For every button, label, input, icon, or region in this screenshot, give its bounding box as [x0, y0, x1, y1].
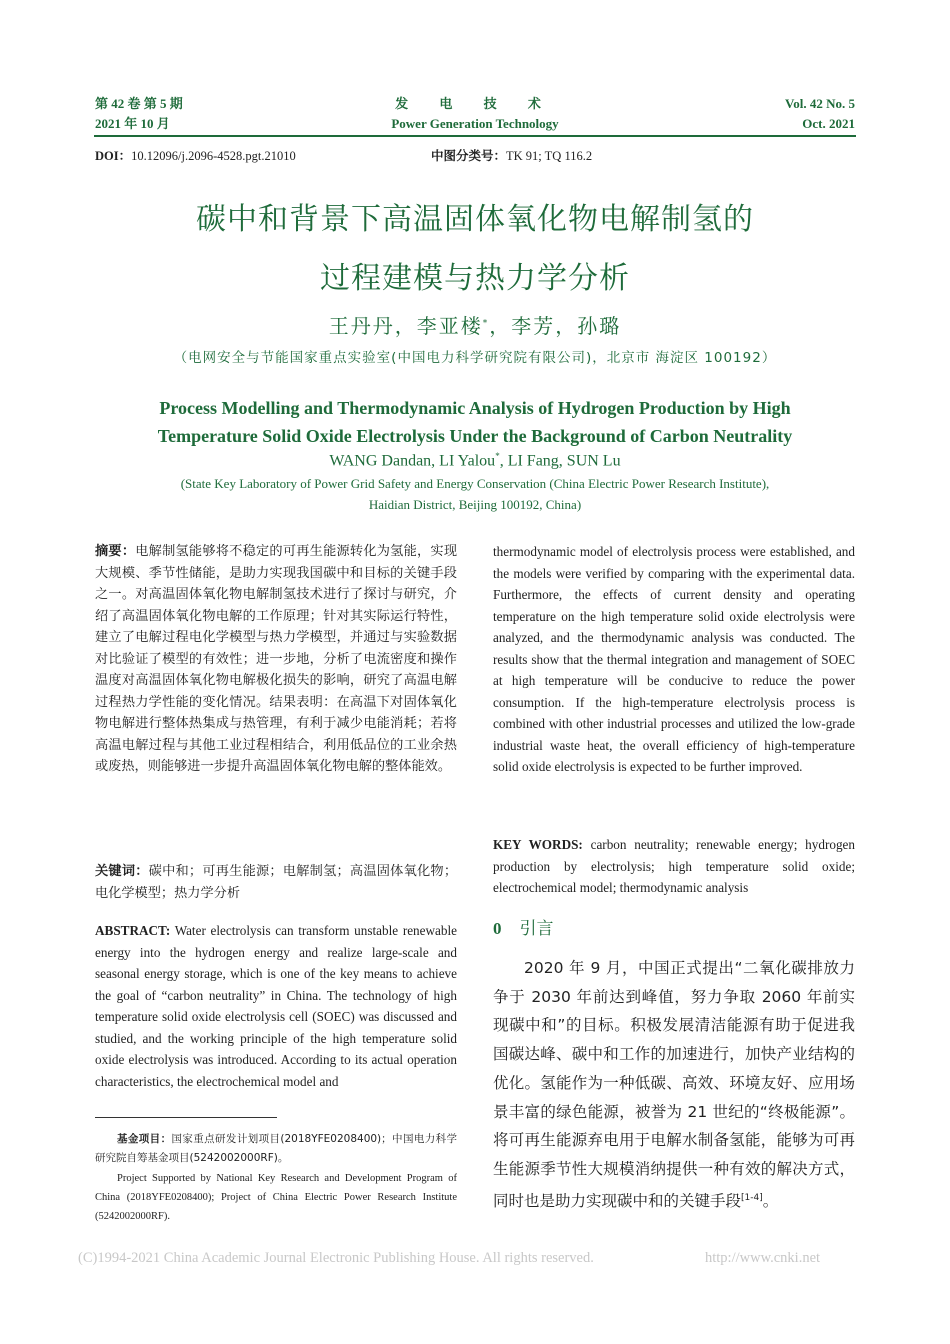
- authors-cn-part1: 王丹丹，李亚楼: [328, 314, 483, 338]
- title-cn-line1: 碳中和背景下高温固体氧化物电解制氢的: [196, 202, 754, 237]
- intro-paragraph: [493, 954, 855, 1215]
- journal-name-cn: 发 电 技 术: [395, 96, 555, 111]
- abstract-en-left: [95, 920, 457, 1092]
- authors-cn: [0, 310, 950, 339]
- intro-text: 2020 年 9 月，中国正式提出“二氧化碳排放力争于 2030 年前达到峰值，努力争取 2060 年前实现碳中和”的目标。积极发展清洁能源有助于促进我国碳达峰、碳中和工作的加速进行，加快产业结构的优化。氢能作为一种低碳、高效、环境友好、应用场景丰富的绿色能源，被誉为 21 世纪的“终极能源”。将可再生能源弃电用于电解水制备氢能，能够为可再生能源季节性大规模消纳提供一种有效的解决方式，同时也是助力实现碳中和的关键手段: [493, 959, 855, 1210]
- keywords-en: [493, 834, 855, 899]
- doi-line: [95, 146, 296, 164]
- affiliation-en-line2: Haidian District, Beijing 100192, China): [368, 497, 582, 512]
- title-en-line2: Temperature Solid Oxide Electrolysis Under the Background of Carbon Neutrality: [157, 426, 793, 446]
- corresponding-mark: *: [482, 318, 490, 329]
- abstract-cn-text: 电解制氢能够将不稳定的可再生能源转化为氢能，实现大规模、季节性储能，是助力实现我国碳中和目标的关键手段之一。对高温固体氧化物电解制氢技术进行了探讨与研究，介绍了高温固体氧化物电解的工作原理；针对其实际运行特性，建立了电解过程电化学模型与热力学模型，并通过与实验数据对比验证了模型的有效性；进一步地，分析了电流密度和操作温度对高温固体氧化物电解极化损失的影响，研究了高温电解过程热力学性能的变化情况。结果表明：在高温下对固体氧化物电解进行整体热集成与热管理，有利于减少电能消耗；若将高温电解过程与其他工业过程相结合，利用低品位的工业余热或废热，则能够进一步提升高温固体氧化物电解的整体能效。: [95, 544, 458, 774]
- citation: [1-4]: [741, 1192, 763, 1203]
- abstract-en-text-left: Water electrolysis can transform unstable renewable energy into the hydrogen energy and realize large-scale and seasonal energy storage, which is one of the key means to achieve the goal of “carbon neutrality” in China. The technology of high temperature solid oxide electrolysis cell (SOEC) was discussed and studied, and the working principle of the high temperature solid oxide electrolysis was introduced. According to its actual operation characteristics, the electrochemical model and: [95, 923, 457, 1089]
- footnote-en: Project Supported by National Key Research and Development Program of China (2018YFE0208400); Project of China Electric Power Research Institute (5242002000RF).: [95, 1173, 457, 1222]
- volume-cn: 第 42 卷 第 5 期: [95, 96, 183, 111]
- keywords-cn-label: 关键词：: [95, 864, 149, 879]
- header-center: [325, 94, 625, 134]
- affiliation-en-line1: (State Key Laboratory of Power Grid Safety and Energy Conservation (China Electric Power Research Institute),: [180, 476, 770, 491]
- title-en: [0, 394, 950, 450]
- abstract-en-label: ABSTRACT:: [95, 923, 171, 938]
- date-cn: 2021 年 10 月: [95, 116, 170, 131]
- section-number: 0: [493, 919, 502, 938]
- header-left: [95, 94, 183, 134]
- abstract-cn-label: 摘要：: [95, 544, 136, 559]
- section-heading: [493, 914, 554, 939]
- abstract-en-right: thermodynamic model of electrolysis process were established, and the models were verified by comparing with the experimental data. Furthermore, the effects of current density and operating temperature on the high temperature solid oxide electrolysis were analyzed, and the thermodynamic analysis was conducted. The results show that the thermal integration and management of SOEC at high temperature will be conducive to reduce the power consumption. If the high-temperature electrolysis process is combined with other industrial processes and utilized the low-grade industrial waste heat, the overall efficiency of high-temperature solid oxide electrolysis is expected to be further improved.: [493, 544, 855, 774]
- title-en-line1: Process Modelling and Thermodynamic Analysis of Hydrogen Production by High: [159, 398, 791, 418]
- title-cn-line2: 过程建模与热力学分析: [320, 261, 630, 296]
- doi-value: 10.12096/j.2096-4528.pgt.21010: [131, 149, 296, 163]
- keywords-en-text: carbon neutrality; renewable energy; hydrogen production by electrolysis; high temperature solid oxide; electrochemical model; thermodynamic analysis: [493, 837, 855, 895]
- authors-en-part2: , LI Fang, SUN Lu: [499, 452, 621, 470]
- abstract-cn: [95, 541, 457, 778]
- header-rule: [94, 135, 856, 137]
- keywords-cn-text: 碳中和；可再生能源；电解制氢；高温固体氧化物；电化学模型；热力学分析: [95, 864, 458, 901]
- intro-end: 。: [762, 1191, 779, 1210]
- footnote-rule: [95, 1117, 277, 1118]
- footnote-text-cn: 国家重点研发计划项目(2018YFE0208400)；中国电力科学研究院自筹基金项目(5242002000RF)。: [95, 1133, 458, 1164]
- affiliation-cn: （电网安全与节能国家重点实验室(中国电力科学研究院有限公司)，北京市 海淀区 100192）: [173, 350, 777, 366]
- footnote-cn: [95, 1130, 457, 1168]
- authors-en-part1: WANG Dandan, LI Yalou: [329, 452, 496, 470]
- keywords-cn: [95, 861, 457, 904]
- corresponding-mark-en: *: [495, 451, 500, 461]
- date-en: Oct. 2021: [802, 116, 855, 131]
- copyright-watermark: (C)1994-2021 China Academic Journal Electronic Publishing House. All rights reserved.: [78, 1250, 594, 1266]
- authors-cn-part2: ，李芳，孙璐: [489, 314, 622, 338]
- url-watermark: http://www.cnki.net: [705, 1250, 821, 1266]
- volume-en: Vol. 42 No. 5: [785, 96, 855, 111]
- clc-value: TK 91; TQ 116.2: [506, 149, 593, 163]
- header-right: [785, 94, 855, 134]
- affiliation-en: [0, 473, 950, 515]
- clc-label: 中图分类号：: [431, 149, 507, 163]
- keywords-en-label: KEY WORDS:: [493, 837, 583, 852]
- doi-label: DOI：: [95, 149, 132, 163]
- footnote-label: 基金项目：: [117, 1133, 172, 1145]
- clc-line: [431, 146, 592, 164]
- journal-name-en: Power Generation Technology: [391, 116, 559, 131]
- authors-en: [0, 451, 950, 470]
- section-title: 引言: [519, 919, 554, 939]
